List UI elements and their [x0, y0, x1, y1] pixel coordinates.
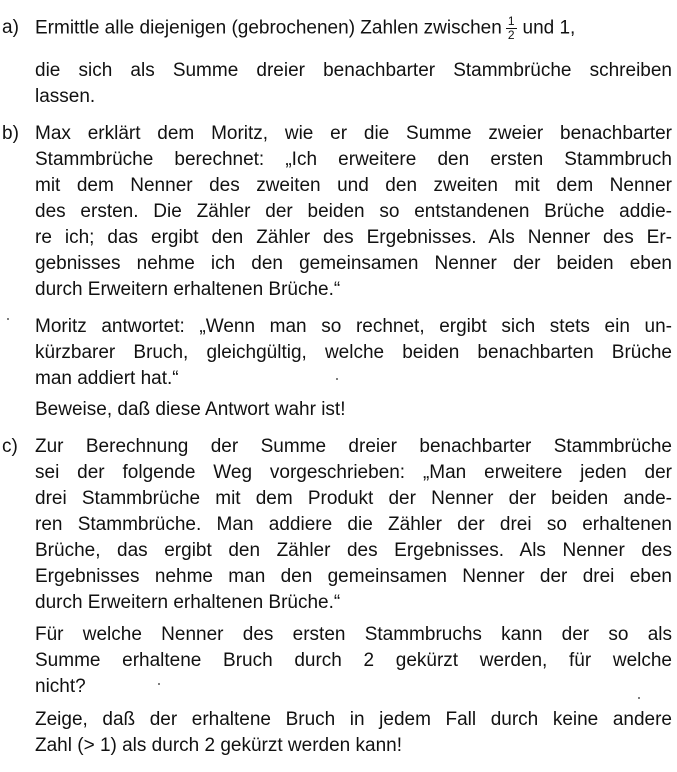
part-b-p2-line: man addiert hat.“ [35, 368, 179, 389]
part-b-p1-line: des ersten. Die Zähler der beiden so entstandenen Brüche addie- [35, 201, 672, 222]
part-b-p1-line: durch Erweitern erhaltenen Brüche.“ [35, 279, 341, 300]
scan-speck [158, 683, 160, 685]
part-c-p3-line: Zahl (> 1) als durch 2 gekürzt werden kann! [35, 735, 402, 756]
part-a-line-1-tail: und 1, [522, 17, 576, 39]
part-c-p1-line: Ergebnisses nehme man den gemeinsamen Nenner der drei eben [35, 566, 672, 587]
part-c-p3-line: Zeige, daß der erhaltene Bruch in jedem Fall durch keine andere [35, 709, 672, 730]
part-c-p1-line: sei der folgende Weg vorgeschrieben: „Man erweitere jeden der [35, 462, 672, 483]
part-b-p1-line: mit dem Nenner des zweiten und den zweiten mit dem Nenner [35, 175, 672, 196]
part-a-line-2: die sich als Summe dreier benachbarter Stammbrüche schreiben [35, 60, 672, 81]
part-b-p1-line: Max erklärt dem Moritz, wie er die Summe zweier benachbarter [35, 123, 672, 144]
part-c-p1-line: ren Stammbrüche. Man addiere die Zähler der drei so erhaltenen [35, 514, 672, 535]
scan-speck [336, 378, 338, 380]
part-b-p3-line: Beweise, daß diese Antwort wahr ist! [35, 399, 346, 420]
part-a-line-1 [35, 15, 665, 42]
part-b-label: b) [2, 123, 19, 144]
scan-speck [7, 318, 9, 320]
part-a-line-3: lassen. [35, 86, 96, 107]
part-b-p1-line: Stammbrüche berechnet: „Ich erweitere den ersten Stammbruch [35, 149, 672, 170]
part-b-p2-line: kürzbarer Bruch, gleichgültig, welche beiden benachbarten Brüche [35, 342, 672, 363]
fraction-numerator: 1 [507, 14, 515, 28]
one-half-fraction [506, 15, 517, 42]
scan-speck [638, 697, 640, 699]
part-c-p2-line: Für welche Nenner des ersten Stammbruchs kann der so als [35, 624, 672, 645]
part-c-label: c) [2, 436, 18, 457]
part-c-p1-line: Zur Berechnung der Summe dreier benachbarter Stammbrüche [35, 436, 672, 457]
part-c-p1-line: drei Stammbrüche mit dem Produkt der Nenner der beiden ande- [35, 488, 672, 509]
part-b-p1-line: gebnisses nehme ich den gemeinsamen Nenner der beiden eben [35, 253, 672, 274]
part-c-p2-line: nicht? [35, 676, 86, 697]
part-b-p1-line: re ich; das ergibt den Zähler des Ergebnisses. Als Nenner des Er- [35, 227, 672, 248]
part-b-p2-line: Moritz antwortet: „Wenn man so rechnet, ergibt sich stets ein un- [35, 316, 672, 337]
part-c-p1-line: Brüche, das ergibt den Zähler des Ergebnisses. Als Nenner des [35, 540, 672, 561]
part-c-p2-line: Summe erhaltene Bruch durch 2 gekürzt werden, für welche [35, 650, 672, 671]
fraction-denominator: 2 [507, 28, 515, 42]
part-c-p1-line: durch Erweitern erhaltenen Brüche.“ [35, 592, 341, 613]
part-a-line-1-text: Ermittle alle diejenigen (gebrochenen) Zahlen zwischen [35, 17, 502, 39]
part-a-label: a) [2, 17, 19, 38]
